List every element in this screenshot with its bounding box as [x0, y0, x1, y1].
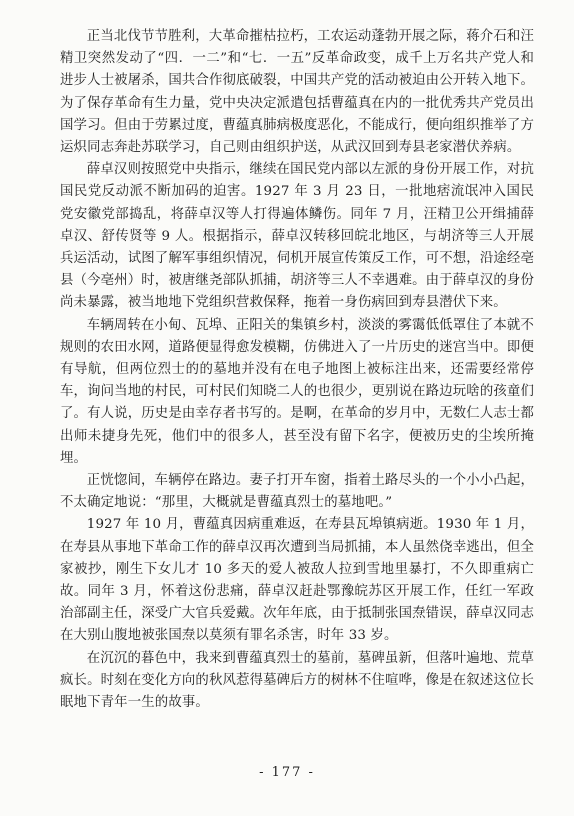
paragraph-6: 在沉沉的暮色中，我来到曹蕴真烈士的墓前，墓碑虽新，但落叶遍地、荒草疯长。时刻在变化方向的秋风惹得墓碑后方的树林不住喧哗，像是在叙述这位长眠地下青年一生的故事。	[60, 650, 534, 711]
paragraph-3: 车辆周转在小甸、瓦埠、正阳关的集镇乡村，淡淡的雾霭低低罩住了本就不规则的农田水网，道路便显得愈发模糊，仿佛进入了一片历史的迷宫当中。即便有导航，但两位烈士的的墓地并没有在电子地图上被标注出来，还需要经常停车，询问当地的村民，可村民们知晓二人的也很少，更别说在路边玩啥的孩童们了。有人说，历史是由幸存者书写的。是啊，在革命的岁月中，无数仁人志士都出师未捷身先死，他们中的很多人，甚至没有留下名字，便被历史的尘埃所掩埋。	[60, 317, 534, 466]
paragraph-5: 1927 年 10 月，曹蕴真因病重难返，在寿县瓦埠镇病逝。1930 年 1 月，在寿县从事地下革命工作的薛卓汉再次遭到当局抓捕，本人虽然侥幸逃出，但全家被抄，刚生下女儿才 10 多天的爱人被敌人拉到雪地里暴打，不久即重病亡故。同年 3 月，怀着这份悲痛，薛卓汉赶赴鄂豫皖苏区开展工作，任红一军政治部副主任，深受广大官兵爱戴。次年年底，由于抵制张国焘错误，薛卓汉同志在大别山腹地被张国焘以莫须有罪名杀害，时年 33 岁。	[60, 517, 534, 644]
paragraph-2: 薛卓汉则按照党中央指示，继续在国民党内部以左派的身份开展工作，对抗国民党反动派不断加码的迫害。1927 年 3 月 23 日，一批地痞流氓冲入国民党安徽党部捣乱，将薛卓汉等人打得遍体鳞伤。同年 7 月，汪精卫公开缉捕薛卓汉、舒传贤等 9 人。根据指示，薛卓汉转移回皖北地区，与胡济等三人开展兵运活动，试图了解军事组织情况，伺机开展宣传策反工作，可不想，沿途经亳县（今亳州）时，被唐继尧部队抓捕，胡济等三人不幸遇难。由于薛卓汉的身份尚未暴露，被当地地下党组织营救保释，拖着一身伤病回到寿县潜伏下来。	[60, 162, 534, 311]
paragraph-1: 正当北伐节节胜利，大革命摧枯拉朽，工农运动蓬勃开展之际，蒋介石和汪精卫突然发动了“四．一二”和“七．一五”反革命政变，成千上万名共产党人和进步人士被屠杀，国共合作彻底破裂，中国共产党的活动被迫由公开转入地下。为了保存革命有生力量，党中央决定派遣包括曹蕴真在内的一批优秀共产党员出国学习。但由于劳累过度，曹蕴真肺病极度恶化，不能成行，便向组织推举了方运炽同志奔赴苏联学习，自己则由组织护送，从武汉回到寿县老家潜伏养病。	[60, 29, 534, 156]
page-number: - 177 -	[259, 765, 315, 780]
paragraph-4: 正恍惚间，车辆停在路边。妻子打开车窗，指着土路尽头的一个小小凸起，不太确定地说：“那里，大概就是曹蕴真烈士的墓地吧。”	[60, 473, 534, 511]
